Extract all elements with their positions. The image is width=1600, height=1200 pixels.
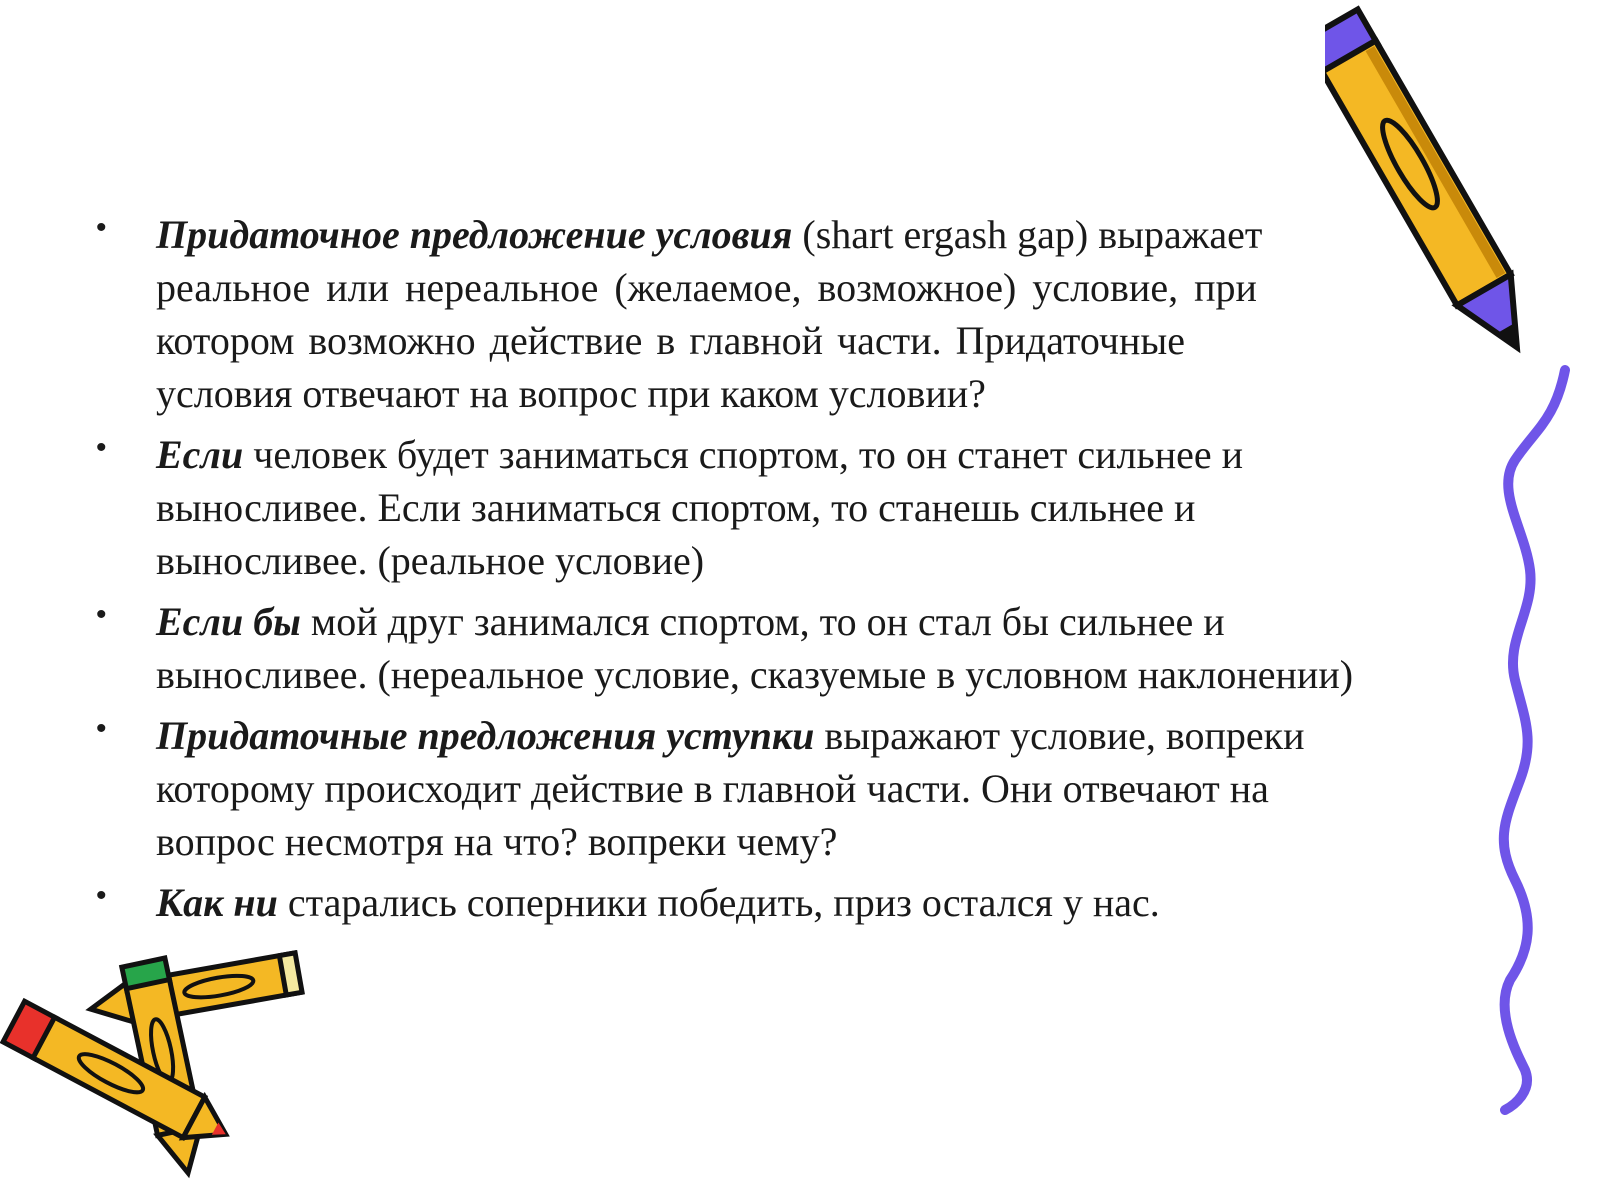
bullet-icon: • [96, 211, 107, 244]
bullet-text [156, 208, 1510, 420]
bullet-icon: • [96, 431, 107, 464]
bullet-line: человек будет заниматься спортом, то он станет сильнее и [243, 432, 1244, 477]
list-item [90, 208, 1510, 420]
list-item [90, 595, 1510, 701]
bullet-text [156, 428, 1510, 587]
list-item [90, 709, 1510, 868]
bullet-line: выносливее. (нереальное условие, сказуемые в условном наклонении) [156, 652, 1354, 697]
bullet-emphasis: Придаточное предложение условия [156, 212, 793, 257]
bullet-line: вопрос несмотря на что? вопреки чему? [156, 819, 838, 864]
list-item [90, 428, 1510, 587]
bullet-line: выносливее. Если заниматься спортом, то станешь сильнее и [156, 485, 1196, 530]
bullet-line: условия отвечают на вопрос при каком условии? [156, 371, 986, 416]
bullet-line: которому происходит действие в главной части. Они отвечают на [156, 766, 1269, 811]
bullet-line: реальное или нереальное (желаемое, возможное) условие, при [156, 265, 1257, 310]
bullet-line: выносливее. (реальное условие) [156, 538, 705, 583]
bullet-icon: • [96, 879, 107, 912]
crossed-pencils-icon [0, 950, 320, 1190]
bullet-icon: • [96, 712, 107, 745]
bullet-line: мой друг занимался спортом, то он стал бы сильнее и [300, 599, 1225, 644]
bullet-emphasis: Если бы [156, 599, 301, 644]
bullet-line: старались соперники победить, приз остался у нас. [277, 880, 1160, 925]
bullet-text [156, 876, 1510, 929]
bullet-emphasis: Придаточные предложения уступки [156, 713, 815, 758]
bullet-line: котором возможно действие в главной части. Придаточные [156, 318, 1185, 363]
bullet-text [156, 595, 1510, 701]
bullet-list [90, 208, 1510, 937]
list-item [90, 876, 1510, 929]
bullet-icon: • [96, 598, 107, 631]
bullet-line: выражают условие, вопреки [814, 713, 1305, 758]
bullet-line: (shart ergash gap) выражает [792, 212, 1263, 257]
bullet-text [156, 709, 1510, 868]
bullet-emphasis: Как ни [156, 880, 278, 925]
bullet-emphasis: Если [156, 432, 244, 477]
